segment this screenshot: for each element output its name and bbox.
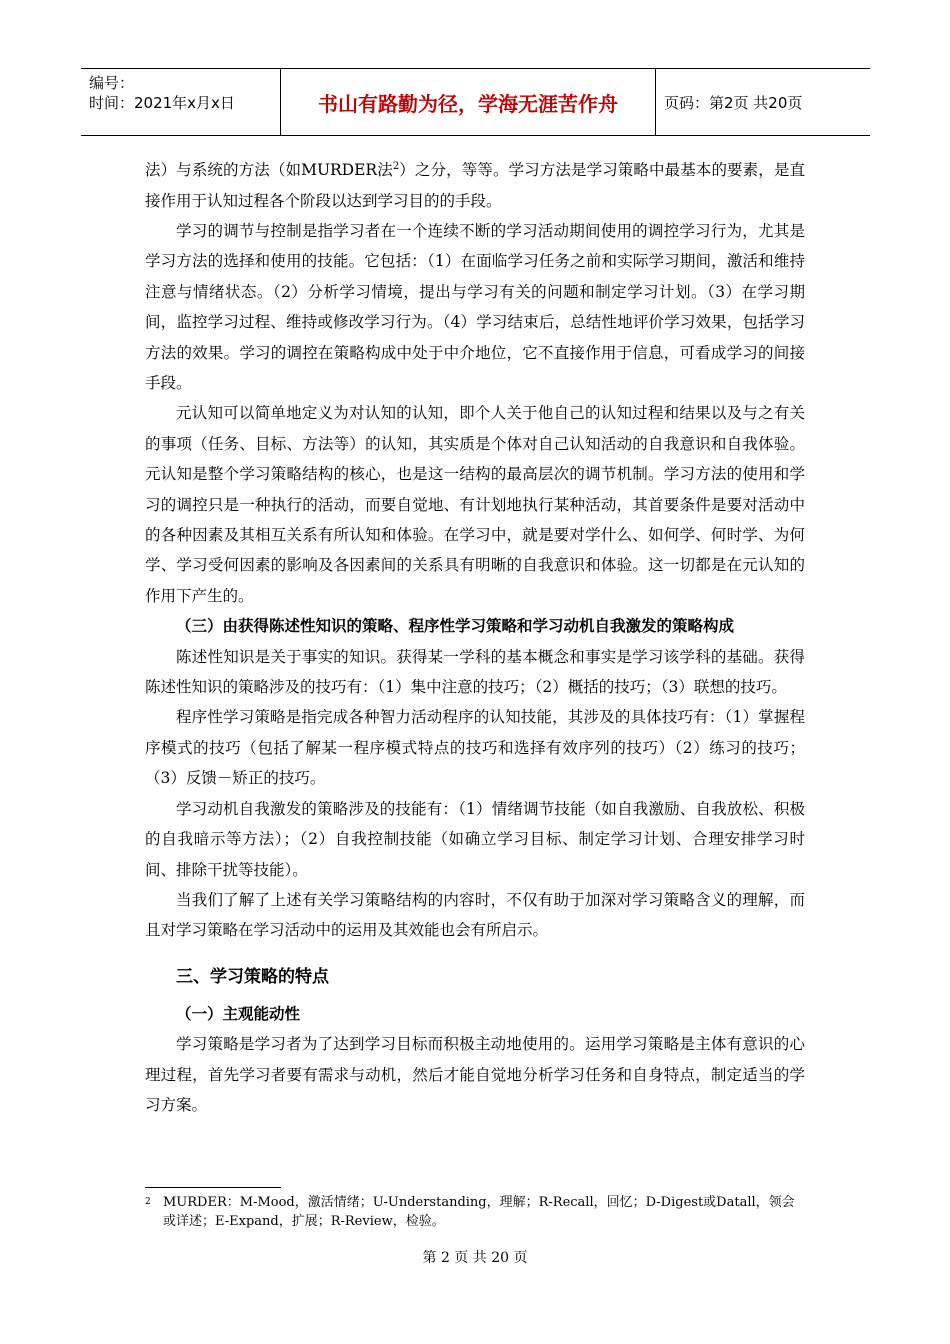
subheading-3: （三）由获得陈述性知识的策略、程序性学习策略和学习动机自我激发的策略构成 — [176, 617, 735, 636]
body-text — [145, 152, 805, 1120]
p1-tail: ）之分，等等。学习方法是学习策略中最基本的要素，是直接作用于认知过程各个阶段以达到学习目的的手段。 — [145, 161, 805, 210]
paragraph-2: 学习的调节与控制是指学习者在一个连续不断的学习活动期间使用的调控学习行为，尤其是学习方法的选择和使用的技能。它包括：（1）在面临学习任务之前和实际学习期间，激活和维持注意与情绪状态。（2）分析学习情境，提出与学习有关的问题和制定学习计划。（3）在学习期间，监控学习过程、维持或修改学习行为。（4）学习结束后，总结性地评价学习效果，包括学习方法的效果。学习的调控在策略构成中处于中介地位，它不直接作用于信息，可看成学习的间接手段。 — [145, 221, 805, 392]
footnote-ref[interactable]: 2 — [392, 161, 400, 172]
paragraph-4: 陈述性知识是关于事实的知识。获得某一学科的基本概念和事实是学习该学科的基础。获得陈述性知识的策略涉及的技巧有：（1）集中注意的技巧；（2）概括的技巧；（3）联想的技巧。 — [145, 647, 805, 697]
footnote-line-2: 或详述；E-Expand，扩展；R-Review，检验。 — [163, 1214, 445, 1229]
paragraph-5: 程序性学习策略是指完成各种智力活动程序的认知技能，其涉及的具体技巧有：（1）掌握程序模式的技巧（包括了解某一程序模式特点的技巧和选择有效序列的技巧）（2）练习的技巧；（3）反馈－矫正的技巧。 — [145, 708, 805, 788]
paragraph-8: 学习策略是学习者为了达到学习目标而积极主动地使用的。运用学习策略是主体有意识的心理过程，首先学习者要有需求与动机，然后才能自觉地分析学习任务和自身特点，制定适当的学习方案。 — [145, 1035, 805, 1114]
section-heading: 三、学习策略的特点 — [176, 966, 329, 987]
footnote-line-1: MURDER：M-Mood，激活情绪；U-Understanding，理解；R-Recall，回忆；D-Digest或Datall，领会 — [163, 1195, 795, 1210]
footnote — [145, 1193, 805, 1231]
subheading-1: （一）主观能动性 — [176, 1004, 301, 1023]
header-meta — [81, 69, 281, 135]
footnote-mark: 2 — [145, 1197, 151, 1207]
paragraph-7: 当我们了解了上述有关学习策略结构的内容时，不仅有助于加深对学习策略含义的理解，而且对学习策略在学习活动中的运用及其效能也会有所启示。 — [145, 890, 805, 940]
paragraph-1 — [145, 152, 805, 216]
number-label: 编号： — [89, 74, 135, 92]
header-motto: 书山有路勤为径，学海无涯苦作舟 — [281, 69, 656, 135]
paragraph-3: 元认知可以简单地定义为对认知的认知，即个人关于他自己的认知过程和结果以及与之有关的事项（任务、目标、方法等）的认知，其实质是个体对自己认知活动的自我意识和自我体验。元认知是整个学习策略结构的核心，也是这一结构的最高层次的调节机制。学习方法的使用和学习的调控只是一种执行的活动，而要自觉地、有计划地执行某种活动，其首要条件是要对活动中的各种因素及其相互关系有所认知和体验。在学习中，就是要对学什么、如何学、何时学、为何学、学习受何因素的影响及各因素间的关系具有明晰的自我意识和体验。这一切都是在元认知的作用下产生的。 — [145, 404, 805, 605]
footnote-rule — [145, 1187, 281, 1188]
page-footer: 第 2 页 共 20 页 — [422, 1250, 528, 1266]
p1-text: 法）与系统的方法（如MURDER法 — [145, 161, 393, 180]
paragraph-6: 学习动机自我激发的策略涉及的技能有：（1）情绪调节技能（如自我激励、自我放松、积极的自我暗示等方法）；（2）自我控制技能（如确立学习目标、制定学习计划、合理安排学习时间、排除干扰等技能）。 — [145, 799, 805, 879]
page-header — [81, 68, 870, 136]
header-page-label: 页码：第2页 共20页 — [664, 93, 803, 112]
time-label: 时间：2021年x月x日 — [89, 94, 235, 112]
